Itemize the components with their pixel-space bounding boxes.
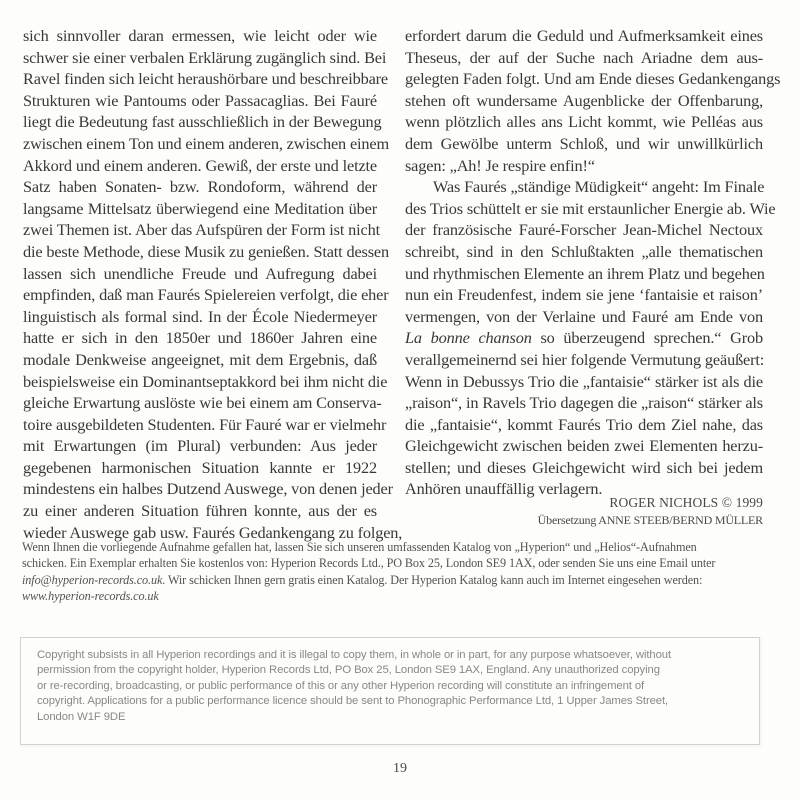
text-line: Akkord und einem anderen. Gewiß, der erste und letzte <box>23 155 377 175</box>
copyright-line: permission from the copyright holder, Hyperion Records Ltd, PO Box 25, London SE9 1AX, England. Any unauthorized copying <box>37 664 660 677</box>
copyright-box <box>20 637 760 745</box>
text-line: sich sinnvoller daran ermessen, wie leicht oder wie <box>23 26 377 45</box>
text-line: wenn plötzlich alles ans Licht kommt, wie Pelléas aus <box>405 112 763 132</box>
text-line: „raison“, in Ravels Trio dagegen die „raison“ stärker als <box>405 393 763 413</box>
text-line: und rhythmischen Elemente an ihrem Platz und begehen <box>405 263 765 283</box>
text-line: Wenn in Debussys Trio die „fantaisie“ stärker ist als die <box>405 371 763 391</box>
text-line: Was Faurés „ständige Müdigkeit“ angeht: Im Finale <box>433 177 765 197</box>
copyright-line: London W1F 9DE <box>37 710 126 723</box>
text-line: die beste Methode, diese Musik zu genießen. Statt dessen <box>23 241 389 261</box>
text-line: nun ein Freudenfest, indem sie jene ‘fantaisie et raison’ <box>405 285 763 305</box>
text-line: zwei Themen ist. Aber das Aufspüren der Form ist nicht <box>23 220 380 240</box>
catalog-notice <box>22 539 762 604</box>
text-line <box>405 327 763 349</box>
text-line: der französische Fauré-Forscher Jean-Michel Nectoux <box>405 220 763 240</box>
catalog-line: Wenn Ihnen die vorliegende Aufnahme gefallen hat, lassen Sie sich unseren umfassenden Katalog von „Hyperion“ und „Helios“-Aufnahmen <box>22 540 697 554</box>
text-line: erfordert darum die Geduld und Aufmerksamkeit eines <box>405 26 763 45</box>
text-line: hatte er sich in den 1850er und 1860er Jahren eine <box>23 328 377 348</box>
catalog-text: . Wir schicken Ihnen gern gratis einen Katalog. Der Hyperion Katalog kann auch im Internet eingesehen werden: <box>162 572 703 587</box>
text-line: wieder Auswege gab usw. Faurés Gedankengang zu folgen, <box>23 522 403 542</box>
text-line: zwischen einem Ton und einem anderen, zwischen einem <box>23 133 390 153</box>
catalog-line <box>22 588 762 604</box>
right-paragraph-1 <box>405 25 781 176</box>
text-line: zu einer anderen Situation führen konnte, aus der es <box>23 501 377 521</box>
catalog-line: schicken. Ein Exemplar erhalten Sie kostenlos von: Hyperion Records Ltd., PO Box 25, London SE9 1AX, oder senden Sie uns eine Email unter <box>22 556 716 571</box>
text-fragment: so überzeugend sprechen.“ Grob <box>531 328 763 348</box>
text-line: schreibt, sind in den Schlußtakten „alle thematischen <box>405 241 763 261</box>
text-line: toire ausgebildeten Studenten. Für Fauré war er vielmehr <box>23 414 387 434</box>
text-line: stellen; und dieses Gleichgewicht wird sich bei jedem <box>405 457 763 477</box>
italic-title: La bonne chanson <box>405 328 532 348</box>
translation-credit: Übersetzung ANNE STEEB/BERND MÜLLER <box>537 513 763 527</box>
author-credit: ROGER NICHOLS © 1999 <box>609 495 763 510</box>
text-line: liegt die Bedeutung fast ausschließlich in der Bewegung <box>23 112 382 132</box>
text-line: Satz haben Sonaten- bzw. Rondoform, während der <box>23 177 377 197</box>
text-line: dem Gewölbe unterm Schloß, und wir unwillkürlich <box>405 133 763 153</box>
text-line: Strukturen wie Pantoums oder Passacaglias. Bei Fauré <box>23 90 377 110</box>
text-line: des Trios schüttelt er sie mit erstaunlicher Energie ab. Wie <box>405 198 776 218</box>
copyright-line: or re-recording, broadcasting, or public performance of this or any other Hyperion recording will constitute an infringement of <box>37 679 645 692</box>
text-line: gleiche Erwartung auslöste wie bei einem am Conserva- <box>23 393 382 413</box>
left-column <box>23 25 403 543</box>
copyright-line: Copyright subsists in all Hyperion recordings and it is illegal to copy them, in whole or in part, for any purpose whatsoever, without <box>37 649 671 661</box>
text-line: gelegten Faden folgt. Und am Ende dieses Gedankengangs <box>405 69 781 89</box>
website-link[interactable]: www.hyperion-records.co.uk <box>22 588 159 603</box>
text-line: Theseus, der auf der Suche nach Ariadne dem aus- <box>405 47 763 67</box>
text-line: linguistisch als formal sind. In der École Niedermeyer <box>23 306 377 326</box>
text-line: vermengen, von der Verlaine und Fauré am Ende von <box>405 306 763 326</box>
text-line: Gleichgewicht zwischen beiden zwei Elementen herzu- <box>405 436 763 456</box>
text-line: empfinden, daß man Faurés Spielereien verfolgt, die eher <box>23 285 389 305</box>
text-line: Anhören unauffällig verlagern. <box>405 479 603 499</box>
catalog-line <box>22 572 762 588</box>
text-line: verallgemeinernd sei hier folgende Vermutung geäußert: <box>405 349 765 369</box>
text-line: modale Denkweise angeeignet, mit dem Ergebnis, daß <box>23 349 377 369</box>
text-line: mit Erwartungen (im Plural) verbunden: Aus jeder <box>23 436 377 456</box>
text-line: lassen sich unendliche Freude und Aufregung dabei <box>23 263 377 283</box>
right-paragraph-2 <box>405 176 776 500</box>
text-line: gegebenen harmonischen Situation kannte er 1922 <box>23 457 377 477</box>
text-line: mindestens ein halbes Dutzend Auswege, von denen jeder <box>23 479 393 499</box>
text-line: Ravel finden sich leicht heraushörbare und beschreibbare <box>23 69 389 89</box>
page-number: 19 <box>393 761 407 776</box>
left-paragraph <box>23 25 403 543</box>
copyright-text <box>37 648 747 725</box>
email-link[interactable]: info@hyperion-records.co.uk <box>22 572 163 587</box>
text-line: sagen: „Ah! Je respire enfin!“ <box>405 155 595 175</box>
right-column <box>405 25 781 500</box>
text-line: stehen oft wundersame Augenblicke der Offenbarung, <box>405 90 763 110</box>
text-line: die „fantaisie“, kommt Faurés Trio dem Ziel nahe, das <box>405 414 763 434</box>
text-line: beispielsweise ein Dominantseptakkord bei ihm nicht die <box>23 371 388 391</box>
text-line: langsame Mittelsatz überwiegend eine Meditation über <box>23 198 377 218</box>
copyright-line: copyright. Applications for a public performance licence should be sent to Phonographic Performance Ltd, 1 Upper James Street, <box>37 695 669 708</box>
text-line: schwer sie einer verbalen Erklärung zugänglich sind. Bei <box>23 47 387 67</box>
